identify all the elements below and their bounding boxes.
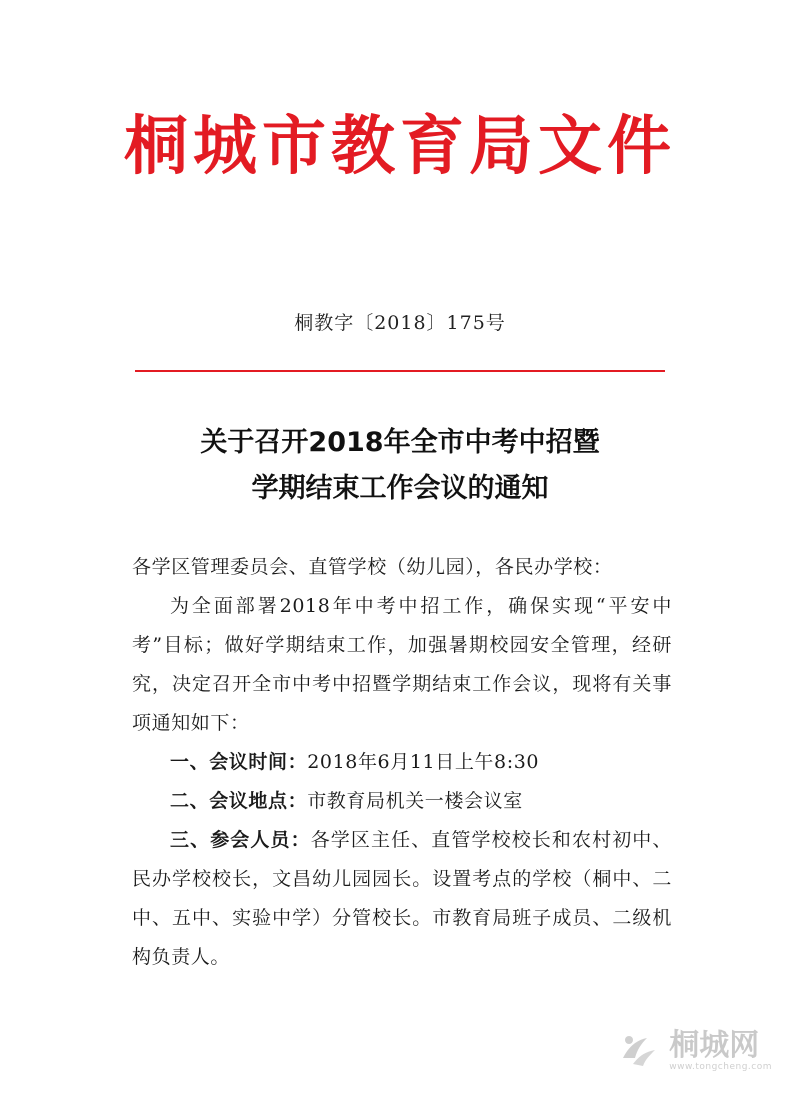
salutation: 各学区管理委员会、直管学校（幼儿园），各民办学校： [132,556,613,578]
intro-paragraph: 为全面部署2018年中考中招工作，确保实现“平安中考”目标；做好学期结束工作，加强暑期校园安全管理，经研究，决定召开全市中考中招暨学期结束工作会议，现将有关事项通知如下： [132,595,672,734]
item-meeting-location [132,782,672,821]
notice-title [0,420,800,512]
watermark-text-block [669,1030,772,1072]
item-meeting-time [132,743,672,782]
watermark-url: www.tongcheng.com [669,1062,772,1072]
tongcheng-logo-icon [617,1028,661,1072]
notice-title-line-2: 学期结束工作会议的通知 [251,473,549,504]
notice-title-line-1: 关于召开2018年全市中考中招暨 [200,427,600,458]
item-attendees [132,821,672,977]
watermark-text: 桐城网 [669,1028,760,1063]
notice-body [132,548,672,977]
item-label: 二、会议地点： [170,790,308,812]
item-text: 2018年6月11日上午8:30 [307,751,540,773]
red-separator-line [135,370,665,372]
document-number: 桐教字〔2018〕175号 [294,312,506,334]
item-text: 市教育局机关一楼会议室 [307,790,523,812]
document-masthead: 桐城市教育局文件 [124,110,676,184]
site-watermark [617,1028,772,1072]
item-label: 三、参会人员： [170,829,311,851]
item-text: 各学区主任、直管学校校长和农村初中、民办学校校长，文昌幼儿园园长。设置考点的学校（桐中、二中、五中、实验中学）分管校长。市教育局班子成员、二级机构负责人。 [132,829,672,968]
item-label: 一、会议时间： [170,751,308,773]
